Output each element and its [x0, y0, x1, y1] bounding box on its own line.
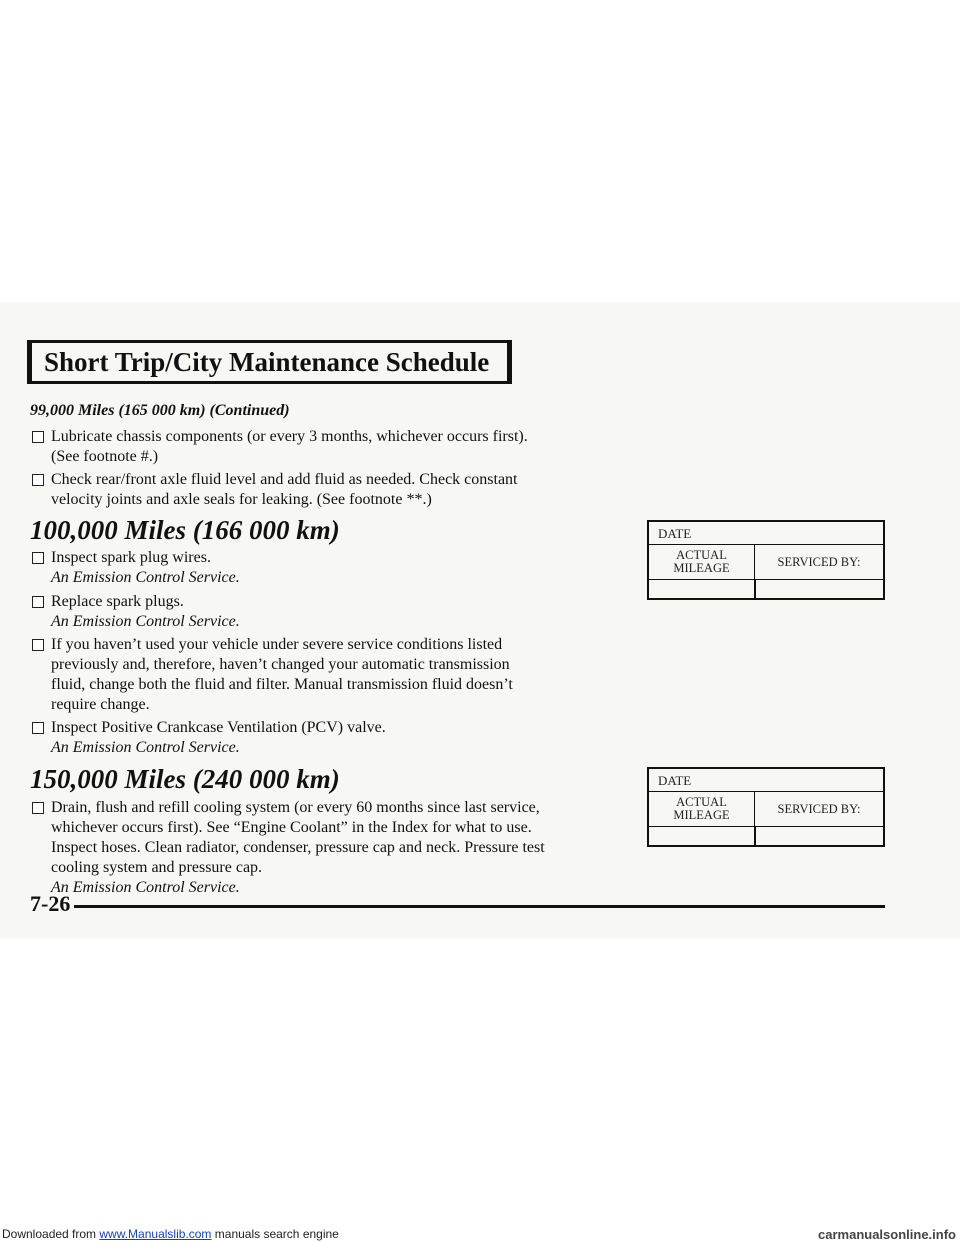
item-line: fluid, change both the fluid and filter. Manual transmission fluid doesn’t — [51, 676, 513, 693]
item-line: velocity joints and axle seals for leaking. (See footnote **.) — [51, 491, 432, 508]
column-divider — [754, 827, 756, 845]
date-row — [649, 522, 883, 545]
checkbox-icon — [32, 431, 44, 443]
checklist-item — [30, 427, 630, 467]
record-header-row — [649, 792, 883, 827]
checklist-item — [30, 592, 630, 632]
checklist-item — [30, 798, 630, 898]
item-note: An Emission Control Service. — [51, 739, 240, 756]
item-note: An Emission Control Service. — [51, 613, 240, 630]
checkbox-icon — [32, 639, 44, 651]
continued-heading: 99,000 Miles (165 000 km) (Continued) — [30, 402, 290, 419]
date-row — [649, 769, 883, 792]
item-note: An Emission Control Service. — [51, 879, 240, 896]
checkbox-icon — [32, 722, 44, 734]
actual-mileage-label — [649, 792, 755, 826]
item-line: require change. — [51, 696, 150, 713]
item-line: Inspect spark plug wires. — [51, 549, 211, 566]
section-title-100000: 100,000 Miles (166 000 km) — [30, 515, 340, 545]
serviced-by-label: SERVICED BY: — [777, 554, 861, 569]
site-watermark: carmanualsonline.info — [818, 1227, 956, 1242]
manual-page — [0, 302, 960, 939]
checklist-item — [30, 548, 630, 588]
checklist-item — [30, 635, 630, 715]
service-record-100000 — [647, 520, 885, 600]
bottom-margin — [0, 939, 960, 1242]
schedule-header — [27, 340, 512, 384]
mileage-label-line: ACTUAL — [676, 795, 727, 809]
item-line: Inspect Positive Crankcase Ventilation (PCV) valve. — [51, 719, 386, 736]
actual-mileage-label — [649, 545, 755, 579]
checkbox-icon — [32, 552, 44, 564]
footer-suffix: manuals search engine — [211, 1227, 339, 1241]
serviced-by-label: SERVICED BY: — [777, 801, 861, 816]
record-entry-row — [649, 580, 883, 598]
checklist-item — [30, 718, 630, 758]
checklist-item — [30, 470, 630, 510]
date-label: DATE — [658, 773, 692, 788]
record-entry-row — [649, 827, 883, 845]
date-label: DATE — [658, 526, 692, 541]
item-line: Inspect hoses. Clean radiator, condenser, pressure cap and neck. Pressure test — [51, 839, 545, 856]
item-line: Drain, flush and refill cooling system (or every 60 months since last service, — [51, 799, 540, 816]
footer-rule — [74, 905, 885, 908]
item-line: whichever occurs first). See “Engine Coolant” in the Index for what to use. — [51, 819, 532, 836]
checkbox-icon — [32, 474, 44, 486]
item-line: previously and, therefore, haven’t changed your automatic transmission — [51, 656, 510, 673]
item-line: Replace spark plugs. — [51, 593, 184, 610]
checkbox-icon — [32, 596, 44, 608]
record-header-row — [649, 545, 883, 580]
item-line: cooling system and pressure cap. — [51, 859, 263, 876]
column-divider — [754, 580, 756, 598]
manualslib-link[interactable]: www.Manualslib.com — [99, 1227, 212, 1241]
item-line: Check rear/front axle fluid level and add fluid as needed. Check constant — [51, 471, 518, 488]
schedule-title: Short Trip/City Maintenance Schedule — [44, 346, 490, 377]
footer-prefix: Downloaded from — [2, 1227, 100, 1241]
mileage-label-line: ACTUAL — [676, 548, 727, 562]
item-line: (See footnote #.) — [51, 448, 159, 465]
service-record-150000 — [647, 767, 885, 847]
item-line: If you haven’t used your vehicle under severe service conditions listed — [51, 636, 503, 653]
download-footer — [0, 1227, 960, 1242]
mileage-label-line: MILEAGE — [673, 561, 730, 575]
section-title-150000: 150,000 Miles (240 000 km) — [30, 764, 340, 794]
item-note: An Emission Control Service. — [51, 569, 240, 586]
mileage-label-line: MILEAGE — [673, 808, 730, 822]
top-margin — [0, 0, 960, 302]
item-line: Lubricate chassis components (or every 3 months, whichever occurs first). — [51, 428, 528, 445]
checkbox-icon — [32, 802, 44, 814]
page-number: 7-26 — [30, 891, 71, 916]
